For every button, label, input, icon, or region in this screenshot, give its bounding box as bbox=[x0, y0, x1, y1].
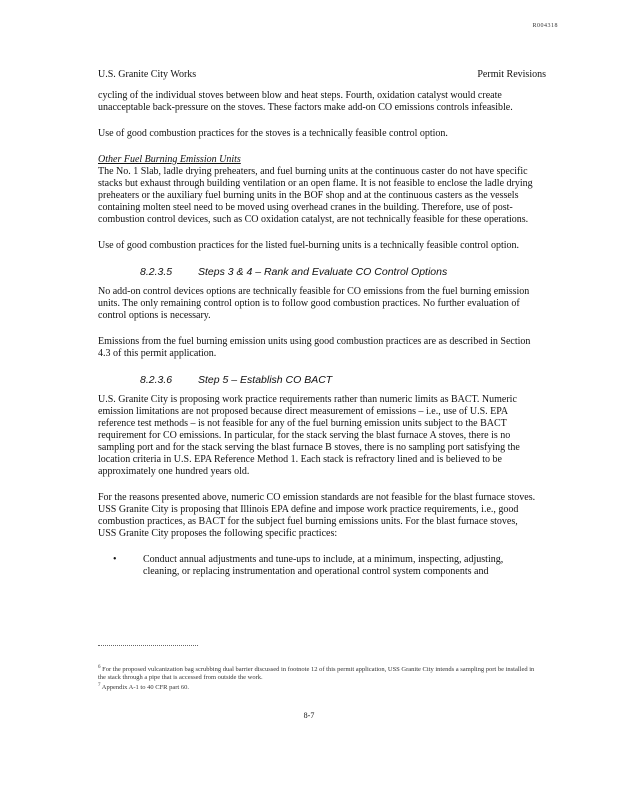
section-number: 8.2.3.5 bbox=[140, 266, 173, 278]
header-section-title: Permit Revisions bbox=[477, 69, 546, 80]
document-id: R004318 bbox=[532, 23, 558, 29]
section-heading-8-2-3-5 bbox=[98, 266, 538, 280]
footnotes bbox=[98, 664, 538, 692]
footnote-divider bbox=[98, 645, 198, 646]
page-number: 8-7 bbox=[303, 711, 315, 720]
paragraph-stove-good-combustion: Use of good combustion practices for the stoves is a technically feasible control option. bbox=[98, 128, 448, 139]
paragraph-stove-infeasibility: cycling of the individual stoves between blow and heat steps. Fourth, oxidation catalyst would create unacceptable back-pressure on the stoves. These factors make add-on CO emissions controls infeasible. bbox=[98, 90, 513, 113]
body-text bbox=[98, 90, 538, 592]
paragraph-emissions-described: Emissions from the fuel burning emission units using good combustion practices are as described in Section 4.3 of this permit application. bbox=[98, 336, 531, 359]
footnote: $^7$ Appendix A-1 to 40 CFR part 60. bbox=[98, 683, 189, 692]
section-number: 8.2.3.6 bbox=[140, 374, 173, 386]
list-item bbox=[98, 554, 538, 578]
bullet-text: Conduct annual adjustments and tune-ups to include, at a minimum, inspecting, adjusting, cleaning, or replacing instrumentation and operational control system components and bbox=[143, 554, 504, 577]
paragraph-numeric-standards-infeasible: For the reasons presented above, numeric CO emission standards are not feasible for the blast furnace stoves. USS Granite City is proposing that Illinois EPA define and impose work practice requirements, i.e., good combustion practices, as BACT for the subject fuel burning emissions units. For the blast furnace stoves, USS Granite City proposes the following specific practices: bbox=[98, 492, 536, 539]
subheading-other-fuel-units: Other Fuel Burning Emission Units bbox=[98, 154, 241, 165]
header-facility-name: U.S. Granite City Works bbox=[98, 69, 197, 80]
section-title: Steps 3 & 4 – Rank and Evaluate CO Control Options bbox=[198, 266, 448, 278]
paragraph-work-practice-bact: U.S. Granite City is proposing work practice requirements rather than numeric limits as BACT. Numeric emission limitations are not proposed because direct measurement of emissions – i.e., use of U.S. EPA reference test methods – is not feasible for any of the fuel burning emission units subject to the BACT requirement for CO emissions. In particular, for the stack serving the blast furnace A stoves, there is no sampling port and for the stack serving the blast furnace B stoves, there is no sampling port satisfying the location criteria in U.S. EPA Reference Method 1. Each stack is refractory lined and is believed to be approximately one hundred years old. bbox=[98, 394, 520, 477]
section-heading-8-2-3-6 bbox=[98, 374, 538, 388]
paragraph-no-addon-controls: No add-on control devices options are technically feasible for CO emissions from the fuel burning emission units. The only remaining control option is to follow good combustion practices. No further evaluation of control options is necessary. bbox=[98, 286, 530, 321]
paragraph-other-units-good-combustion: Use of good combustion practices for the listed fuel-burning units is a technically feasible control option. bbox=[98, 240, 520, 251]
bullet-icon: • bbox=[113, 554, 117, 565]
footnote: $^6$ For the proposed vulcanization bag scrubbing dual barrier discussed in footnote 12 of this permit application, USS Granite City intends a sampling port be installed in the stack through a pipe that is accessed from outside the work. bbox=[98, 665, 535, 682]
paragraph-other-units-exhaust: The No. 1 Slab, ladle drying preheaters, and fuel burning units at the continuous caster do not have specific stacks but exhaust through building ventilation or an open flame. It is not feasible to enclose the ladle drying preheaters or the auxiliary fuel burning units in the BOF shop and at the continuous casters as the vessels containing molten steel need to be moved using overhead cranes in the building. Therefore, use of post-combustion control devices, such as CO oxidation catalyst, are not technically feasible for these operations. bbox=[98, 166, 533, 225]
section-title: Step 5 – Establish CO BACT bbox=[198, 374, 333, 386]
